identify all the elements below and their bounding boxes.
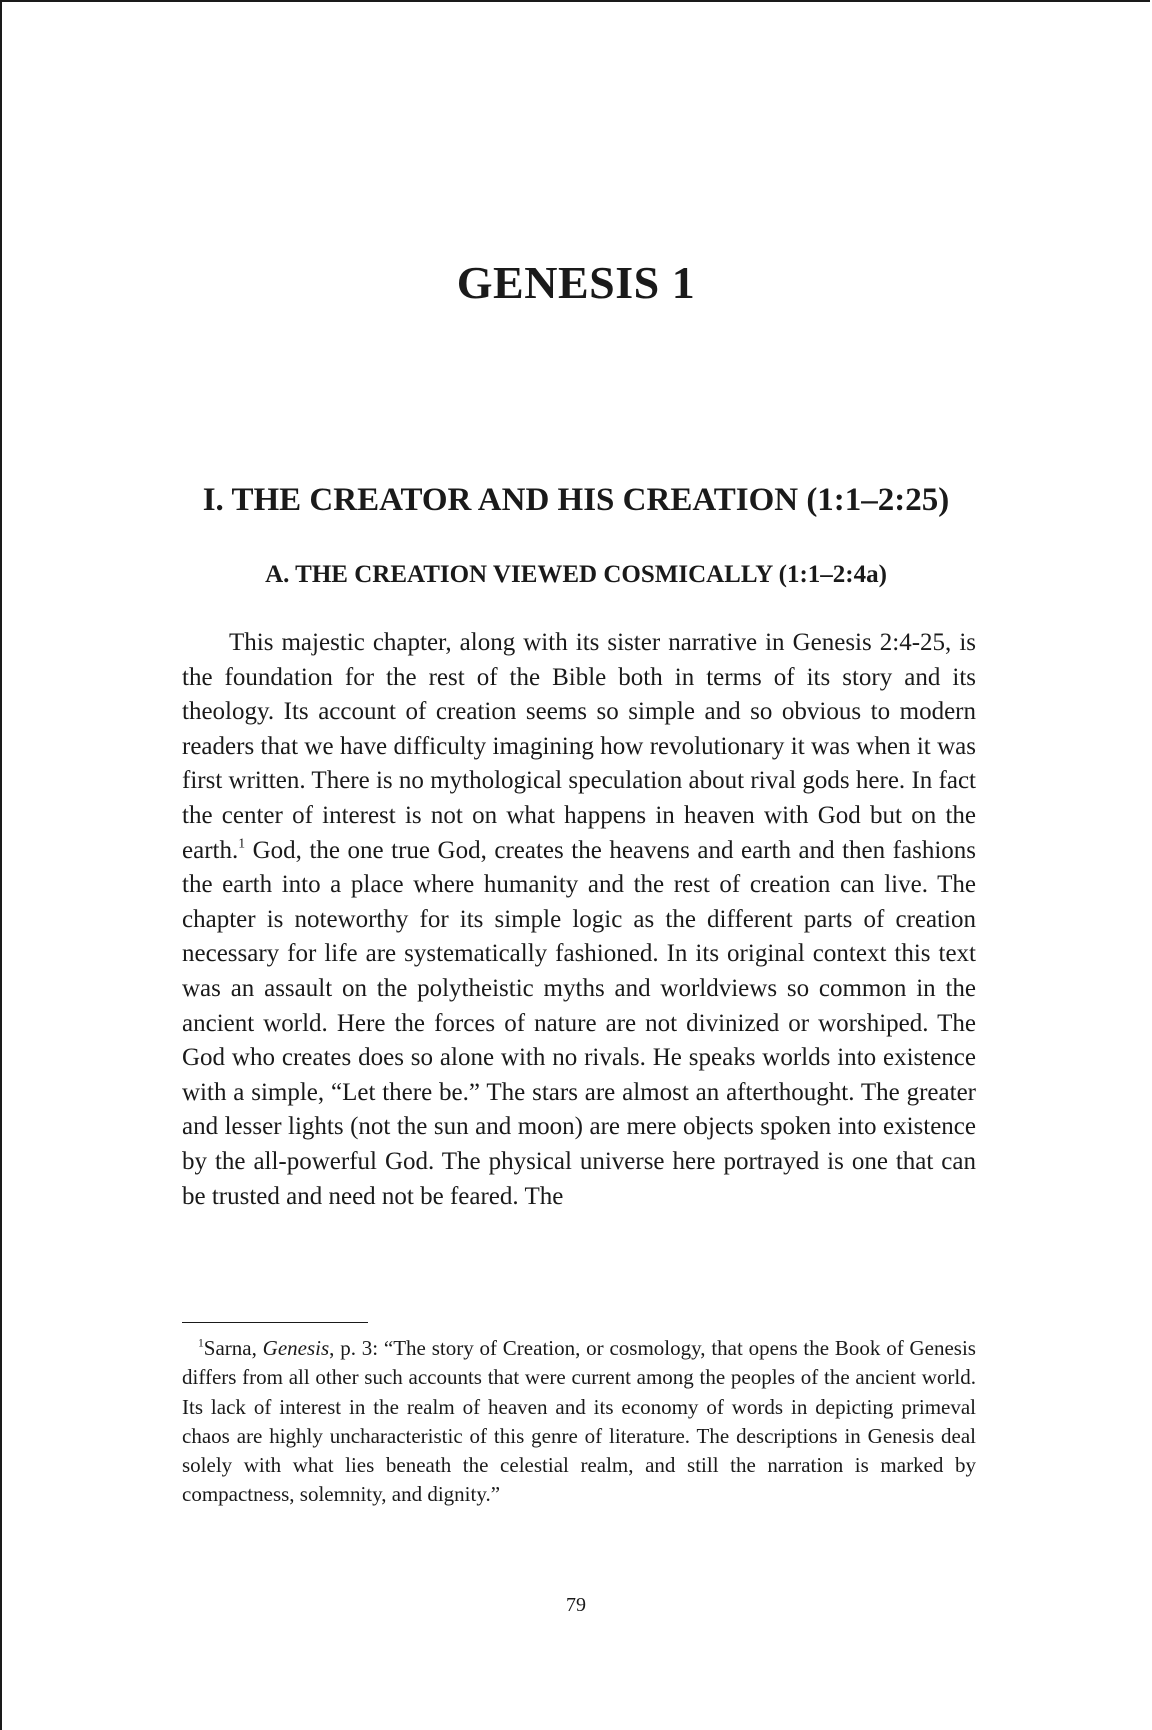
footnote bbox=[182, 1334, 976, 1510]
footnote-author: Sarna, bbox=[203, 1336, 263, 1360]
footnote-reference[interactable]: 1 bbox=[238, 835, 246, 851]
footnote-divider bbox=[182, 1322, 368, 1323]
page-number: 79 bbox=[566, 1594, 586, 1616]
chapter-title: GENESIS 1 bbox=[456, 257, 696, 308]
body-text-part-1: This majestic chapter, along with its sister narrative in Genesis 2:4-25, is the foundation for the rest of the Bible both in terms of its story and its theology. Its account of creation seems so simple and so obvious to modern readers that we have difficulty imagining how revolutionary it was when it was first written. There is no mythological speculation about rival gods here. In fact the center of interest is not on what happens in heaven with God but on the earth. bbox=[182, 629, 976, 864]
footnote-work-title: Genesis bbox=[262, 1336, 330, 1360]
subsection-heading: A. THE CREATION VIEWED COSMICALLY (1:1–2:4a) bbox=[265, 561, 887, 588]
footnote-number: 1 bbox=[198, 1337, 204, 1350]
body-paragraph bbox=[182, 626, 976, 1214]
footnote-text: , p. 3: “The story of Creation, or cosmology, that opens the Book of Genesis differs from all other such accounts that were current among the peoples of the ancient world. Its lack of interest in the realm of heaven and its economy of words in depicting primeval chaos are highly uncharacteristic of this genre of literature. The descriptions in Genesis deal solely with what lies beneath the celestial realm, and still the narration is marked by compactness, solemnity, and dignity.” bbox=[182, 1336, 976, 1507]
section-heading: I. THE CREATOR AND HIS CREATION (1:1–2:25) bbox=[202, 482, 950, 518]
body-text-part-2: God, the one true God, creates the heavens and earth and then fashions the earth into a place where humanity and the rest of creation can live. The chapter is noteworthy for its simple logic as the different parts of creation necessary for life are systematically fashioned. In its original context this text was an assault on the polytheistic myths and worldviews so common in the ancient world. Here the forces of nature are not divinized or worshiped. The God who creates does so alone with no rivals. He speaks worlds into existence with a simple, “Let there be.” The stars are almost an afterthought. The greater and lesser lights (not the sun and moon) are mere objects spoken into existence by the all-powerful God. The physical universe here portrayed is one that can be trusted and need not be feared. The bbox=[182, 836, 976, 1210]
